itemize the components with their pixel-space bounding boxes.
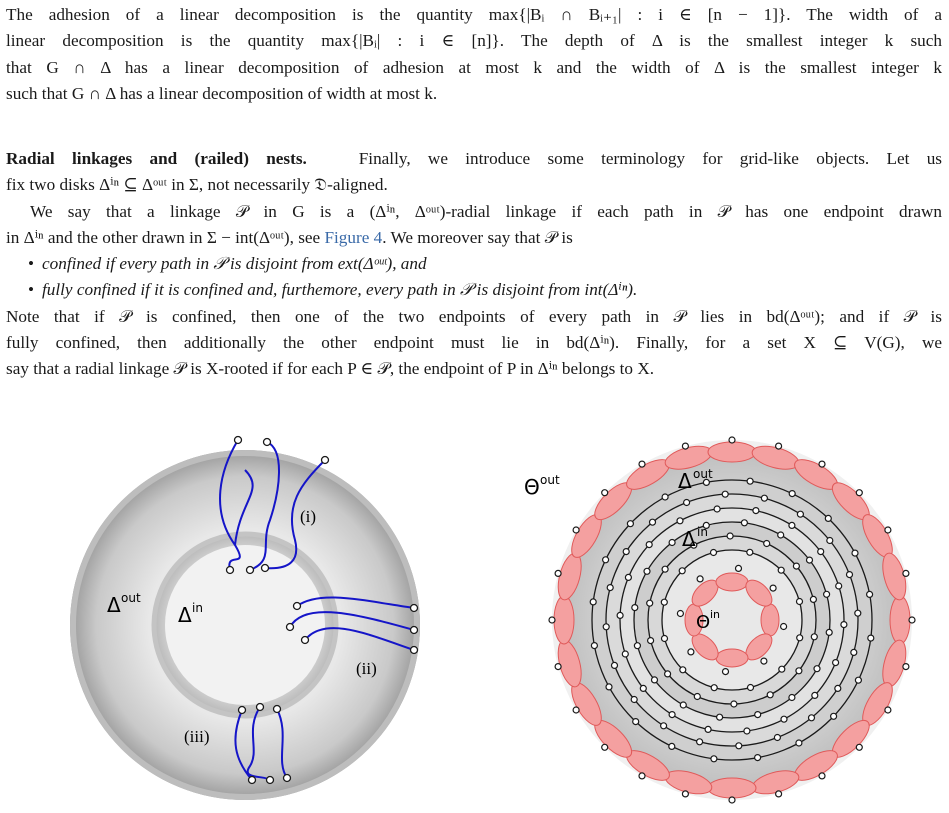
label-delta-out-right-sup: out [693, 467, 713, 481]
vertex [607, 585, 613, 591]
vertex [603, 557, 609, 563]
vertex [684, 500, 690, 506]
label-delta-out: Δ [107, 593, 121, 617]
vertex [573, 707, 579, 713]
vertex [903, 570, 909, 576]
vertex [625, 574, 631, 580]
vertex [776, 443, 782, 449]
vertex [778, 567, 784, 573]
vertex [662, 636, 668, 642]
vertex [652, 677, 658, 683]
vertex [827, 538, 833, 544]
bullet-text: confined if every path in 𝒫 is disjoint from ext(Δᵒᵘᵗ), and [42, 254, 427, 274]
vertex [841, 622, 847, 628]
vertex [847, 572, 853, 578]
vertex [810, 596, 816, 602]
label-ii: (ii) [356, 659, 377, 678]
vertex [736, 565, 742, 571]
vertex [856, 490, 862, 496]
vertex [669, 712, 675, 718]
vertex [797, 599, 803, 605]
vertex [662, 494, 668, 500]
vertex [555, 570, 561, 576]
vertex [694, 694, 700, 700]
label-i: (i) [300, 507, 317, 526]
vertex [634, 643, 640, 649]
vertex [646, 542, 652, 548]
vertex [819, 773, 825, 779]
vertex [825, 515, 831, 521]
vertex [807, 557, 813, 563]
vertex [796, 740, 802, 746]
vertex [680, 702, 686, 708]
flap [554, 596, 574, 644]
vertex [722, 491, 728, 497]
label-theta-in-sup: in [710, 608, 721, 621]
vertex [682, 791, 688, 797]
vertex [747, 549, 753, 555]
vertex [612, 662, 618, 668]
text-line [6, 225, 942, 251]
vertex [909, 617, 915, 623]
vertex [639, 773, 645, 779]
vertex [705, 726, 711, 732]
bullet-item-fully-confined [6, 277, 942, 303]
vertex [622, 651, 628, 657]
vertex [680, 667, 686, 673]
text-line: say that a radial linkage 𝒫 is X-rooted if for each P ∈ 𝒫, the endpoint of P in Δⁱⁿ belongs to X. [6, 359, 655, 379]
vertex [755, 712, 761, 718]
label-theta-out: Θ [524, 475, 540, 499]
vertex [885, 527, 891, 533]
vertex [809, 715, 815, 721]
flap [890, 596, 910, 644]
vertex [736, 743, 742, 749]
vertex [781, 624, 787, 630]
vertex [903, 664, 909, 670]
vertex [661, 723, 667, 729]
vertex [606, 684, 612, 690]
vertex [789, 522, 795, 528]
vertex [633, 719, 639, 725]
vertex [748, 685, 754, 691]
label-iii: (iii) [184, 727, 210, 746]
vertex [714, 506, 720, 512]
vertex [603, 624, 609, 630]
vertex [741, 520, 747, 526]
vertex [662, 566, 668, 572]
bullet-icon: • [28, 280, 35, 300]
vertex [814, 666, 820, 672]
vertex [647, 600, 653, 606]
figure-railed-nest [510, 430, 949, 813]
vertex [631, 697, 637, 703]
vertex [591, 643, 597, 649]
vertex [650, 519, 656, 525]
section-heading: Radial linkages and (railed) nests. [6, 149, 307, 168]
vertex [723, 669, 729, 675]
vertex [819, 461, 825, 467]
vertex [761, 495, 767, 501]
bullet-item-confined [6, 251, 942, 277]
vertex [727, 533, 733, 539]
vertex [640, 685, 646, 691]
vertex [781, 716, 787, 722]
text-line: such that G ∩ Δ has a linear decomposition of width at most k. [6, 83, 438, 103]
text-line: that G ∩ Δ has a linear decomposition of adhesion at most k and the width of Δ is the smallest integer k [6, 57, 942, 77]
vertex [812, 692, 818, 698]
vertex [711, 550, 717, 556]
text-line: The adhesion of a linear decomposition is the quantity max{|Bᵢ ∩ Bᵢ₊₁| : i ∈ [n − 1]}. The width of a [6, 5, 942, 24]
text-fragment: . We moreover say that 𝒫 is [382, 227, 573, 247]
vertex [835, 685, 841, 691]
vertex [590, 599, 596, 605]
label-delta-out-sup: out [121, 591, 141, 605]
vertex [811, 634, 817, 640]
vertex [885, 707, 891, 713]
vertex [639, 461, 645, 467]
flap [708, 778, 756, 798]
vertex [648, 638, 654, 644]
label-delta-in: Δ [178, 603, 192, 627]
vertex [797, 511, 803, 517]
vertex [661, 599, 667, 605]
vertex [818, 549, 824, 555]
flap [761, 604, 779, 636]
vertex [744, 728, 750, 734]
vertex [779, 666, 785, 672]
text-line-rest: Finally, we introduce some terminology for grid-like objects. Let us [358, 149, 942, 168]
vertex [549, 617, 555, 623]
vertex [796, 668, 802, 674]
vertex [555, 664, 561, 670]
label-delta-in-right: Δ [682, 527, 696, 551]
vertex [793, 563, 799, 569]
text-line: linear decomposition is the quantity max{|Bᵢ| : i ∈ [n]}. The depth of Δ is the smallest integer k such [6, 31, 942, 51]
text-line: fully confined, then additionally the other endpoint must lie in bd(Δⁱⁿ). Finally, for a set X ⊆ V(G), we [6, 333, 942, 353]
text-fragment: in Δⁱⁿ and the other drawn in Σ − int(Δᵒᵘᵗ), see [6, 227, 325, 247]
vertex [833, 660, 839, 666]
vertex [623, 549, 629, 555]
flap [708, 442, 756, 462]
text-line: We say that a linkage 𝒫 in G is a (Δⁱⁿ, Δᵒᵘᵗ)-radial linkage if each path in 𝒫 has one endpoint drawn [30, 201, 942, 221]
vertex [764, 541, 770, 547]
vertex [644, 568, 650, 574]
vertex [665, 671, 671, 677]
vertex [836, 583, 842, 589]
vertex [669, 540, 675, 546]
vertex [767, 692, 773, 698]
vertex [602, 490, 608, 496]
figure-radial-linkage [60, 430, 460, 813]
vertex [717, 714, 723, 720]
vertex [679, 568, 685, 574]
text-line: fix two disks Δⁱⁿ ⊆ Δᵒᵘᵗ in Σ, not necessarily 𝔇-aligned. [6, 175, 388, 195]
label-theta-in: Θ [696, 612, 711, 633]
vertex [826, 629, 832, 635]
bullet-text: fully confined if it is confined and, furthemore, every path in 𝒫 is disjoint from int(Δⁱⁿ). [42, 280, 638, 300]
vertex [729, 797, 735, 803]
vertex [627, 521, 633, 527]
vertex [677, 611, 683, 617]
vertex [855, 610, 861, 616]
vertex [677, 518, 683, 524]
vertex [617, 612, 623, 618]
vertex [761, 658, 767, 664]
vertex [682, 443, 688, 449]
vertex [747, 478, 753, 484]
label-theta-out-sup: out [540, 473, 560, 487]
vertex [789, 491, 795, 497]
vertex [856, 744, 862, 750]
vertex [797, 635, 803, 641]
paragraph-linear-decomposition [6, 2, 942, 107]
vertex [867, 591, 873, 597]
vertex [855, 677, 861, 683]
bullet-icon: • [28, 254, 35, 274]
vertex [770, 585, 776, 591]
vertex [776, 791, 782, 797]
vertex [789, 695, 795, 701]
vertex [731, 701, 737, 707]
vertex [697, 576, 703, 582]
label-delta-in-right-sup: in [697, 525, 708, 539]
flap [716, 649, 748, 667]
vertex [688, 649, 694, 655]
label-delta-in-sup: in [192, 601, 203, 615]
vertex [755, 755, 761, 761]
figure-4-link[interactable]: Figure 4 [324, 227, 383, 247]
nest-cycles [592, 480, 872, 760]
vertex [669, 743, 675, 749]
vertex [711, 685, 717, 691]
vertex [831, 713, 837, 719]
flap [716, 573, 748, 591]
vertex [602, 744, 608, 750]
vertex [697, 739, 703, 745]
vertex [824, 591, 830, 597]
vertex [774, 735, 780, 741]
vertex [573, 527, 579, 533]
vertex [753, 508, 759, 514]
text-line [6, 146, 942, 172]
label-delta-out-right: Δ [678, 469, 692, 493]
vertex [729, 437, 735, 443]
vertex [711, 756, 717, 762]
vertex [632, 605, 638, 611]
text-line: Note that if 𝒫 is confined, then one of the two endpoints of every path in 𝒫 lies in bd(Δᵒᵘᵗ); and if 𝒫 is [6, 306, 942, 326]
paragraph-radial-linkages [6, 146, 942, 383]
vertex [868, 635, 874, 641]
vertex [851, 649, 857, 655]
vertex [778, 532, 784, 538]
vertex [852, 550, 858, 556]
